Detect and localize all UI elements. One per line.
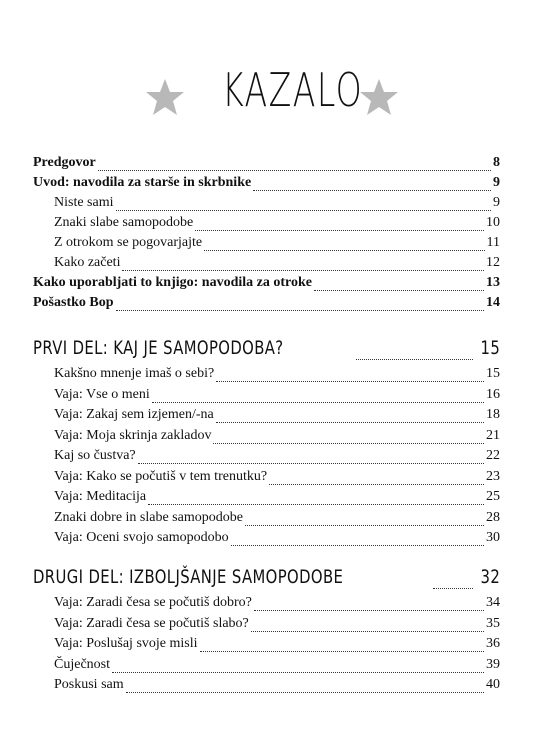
dot-leader xyxy=(253,189,491,191)
star-icon xyxy=(359,78,399,116)
dot-leader xyxy=(200,650,485,652)
toc-entry-label: Poskusi sam xyxy=(54,677,124,692)
toc-entry-label: DRUGI DEL: IZBOLJŠANJE SAMOPODOBE xyxy=(33,566,344,588)
toc-entry-page: 15 xyxy=(480,337,500,359)
toc-entry[interactable] xyxy=(54,595,500,614)
toc-entry-page: 18 xyxy=(486,407,500,422)
toc-entry-page: 15 xyxy=(486,366,500,381)
dot-leader xyxy=(112,671,484,673)
toc-entry-label: Kako začeti xyxy=(54,255,121,270)
star-icon xyxy=(145,78,185,116)
toc-entry-label: Vaja: Zaradi česa se počutiš slabo? xyxy=(54,615,249,631)
toc-entry[interactable] xyxy=(54,235,500,254)
toc-entry-label: Vaja: Meditacija xyxy=(54,489,147,504)
dot-leader xyxy=(216,380,484,382)
toc-entry-label: Pošastko Bop xyxy=(33,295,114,310)
toc-entry-page: 9 xyxy=(493,175,500,190)
toc-entry[interactable] xyxy=(54,366,500,385)
dot-leader xyxy=(433,587,473,589)
dot-leader xyxy=(98,169,491,171)
toc-entry-page: 22 xyxy=(486,448,500,463)
toc-entry[interactable] xyxy=(54,407,500,426)
toc-entry-label: Vaja: Vse o meni xyxy=(54,386,150,402)
toc-entry-page: 8 xyxy=(493,155,500,170)
toc-entry-label: Vaja: Zaradi česa se počutiš dobro? xyxy=(54,595,252,610)
dot-leader xyxy=(204,249,484,251)
dot-leader xyxy=(138,462,484,464)
dot-leader xyxy=(254,609,484,611)
dot-leader xyxy=(251,630,484,632)
dot-leader xyxy=(148,503,484,505)
toc-entry-page: 16 xyxy=(486,386,500,402)
dot-leader xyxy=(116,209,492,211)
dot-leader xyxy=(245,524,484,526)
toc-entry-label: Z otrokom se pogovarjajte xyxy=(54,235,203,250)
toc-entry-label: Niste sami xyxy=(54,195,114,210)
toc-entry[interactable] xyxy=(33,175,500,194)
toc-entry-page: 32 xyxy=(480,566,500,588)
toc-entry[interactable] xyxy=(54,428,500,447)
toc-entry-label: Znaki slabe samopodobe xyxy=(54,215,194,230)
dot-leader xyxy=(152,401,484,403)
toc-entry-page: 39 xyxy=(486,656,500,672)
dot-leader xyxy=(356,358,473,360)
toc-entry[interactable] xyxy=(54,510,500,529)
toc-entry[interactable] xyxy=(33,155,500,174)
toc-entry[interactable] xyxy=(54,489,500,508)
toc-entry[interactable] xyxy=(33,275,500,294)
dot-leader xyxy=(231,544,484,546)
toc-entry-page: 10 xyxy=(486,215,500,230)
toc-entry-label: Vaja: Oceni svojo samopodobo xyxy=(54,530,229,545)
toc-entry-label: Kako uporabljati to knjigo: navodila za otroke xyxy=(33,275,312,290)
toc-entry-page: 9 xyxy=(493,195,500,210)
toc-entry-page: 35 xyxy=(486,615,500,631)
dot-leader xyxy=(195,229,484,231)
toc-entry-label: Znaki dobre in slabe samopodobe xyxy=(54,509,243,525)
page-title: KAZALO xyxy=(221,63,364,117)
toc-entry-label: Kakšno mnenje imaš o sebi? xyxy=(54,366,215,381)
dot-leader xyxy=(213,442,484,444)
dot-leader xyxy=(216,421,484,423)
toc-entry-label: Predgovor xyxy=(33,155,96,170)
toc-entry[interactable] xyxy=(54,530,500,549)
toc-entry-label: Vaja: Poslušaj svoje misli xyxy=(54,636,198,651)
toc-entry-label: Vaja: Zakaj sem izjemen/-na xyxy=(54,407,214,422)
toc-entry-page: 25 xyxy=(486,489,500,504)
toc-entry[interactable] xyxy=(54,448,500,467)
toc-entry-page: 12 xyxy=(486,255,500,270)
toc-entry-page: 23 xyxy=(486,468,500,484)
toc-entry-label: Uvod: navodila za starše in skrbnike xyxy=(33,175,252,190)
part-heading[interactable] xyxy=(33,337,500,363)
toc-entry-page: 11 xyxy=(486,235,500,250)
header xyxy=(0,58,557,128)
toc-entry-page: 34 xyxy=(486,595,500,610)
dot-leader xyxy=(314,289,484,291)
toc-entry-label: Kaj so čustva? xyxy=(54,448,136,463)
toc-entry-page: 40 xyxy=(486,677,500,692)
toc-entry[interactable] xyxy=(54,215,500,234)
toc-entry-label: PRVI DEL: KAJ JE SAMOPODOBA? xyxy=(33,337,284,359)
toc-entry[interactable] xyxy=(54,255,500,274)
toc-entry[interactable] xyxy=(33,295,500,314)
toc-entry-page: 36 xyxy=(486,636,500,651)
toc-entry-page: 14 xyxy=(486,295,500,310)
toc-entry[interactable] xyxy=(54,387,500,406)
toc-entry[interactable] xyxy=(54,469,500,488)
toc-entry[interactable] xyxy=(54,195,500,214)
dot-leader xyxy=(269,483,484,485)
toc-entry-page: 13 xyxy=(486,275,500,290)
toc-entry[interactable] xyxy=(54,636,500,655)
toc-entry[interactable] xyxy=(54,657,500,676)
dot-leader xyxy=(122,269,484,271)
toc-entry-label: Vaja: Moja skrinja zakladov xyxy=(54,427,212,443)
toc-entry-label: Vaja: Kako se počutiš v tem trenutku? xyxy=(54,468,268,484)
toc-entry[interactable] xyxy=(54,616,500,635)
toc-entry-page: 30 xyxy=(486,530,500,545)
dot-leader xyxy=(126,691,484,693)
toc-entry-page: 21 xyxy=(486,427,500,443)
toc-entry-page: 28 xyxy=(486,509,500,525)
toc-entry-label: Čuječnost xyxy=(54,656,110,672)
part-heading[interactable] xyxy=(33,566,500,592)
dot-leader xyxy=(116,309,484,311)
toc-entry[interactable] xyxy=(54,677,500,696)
